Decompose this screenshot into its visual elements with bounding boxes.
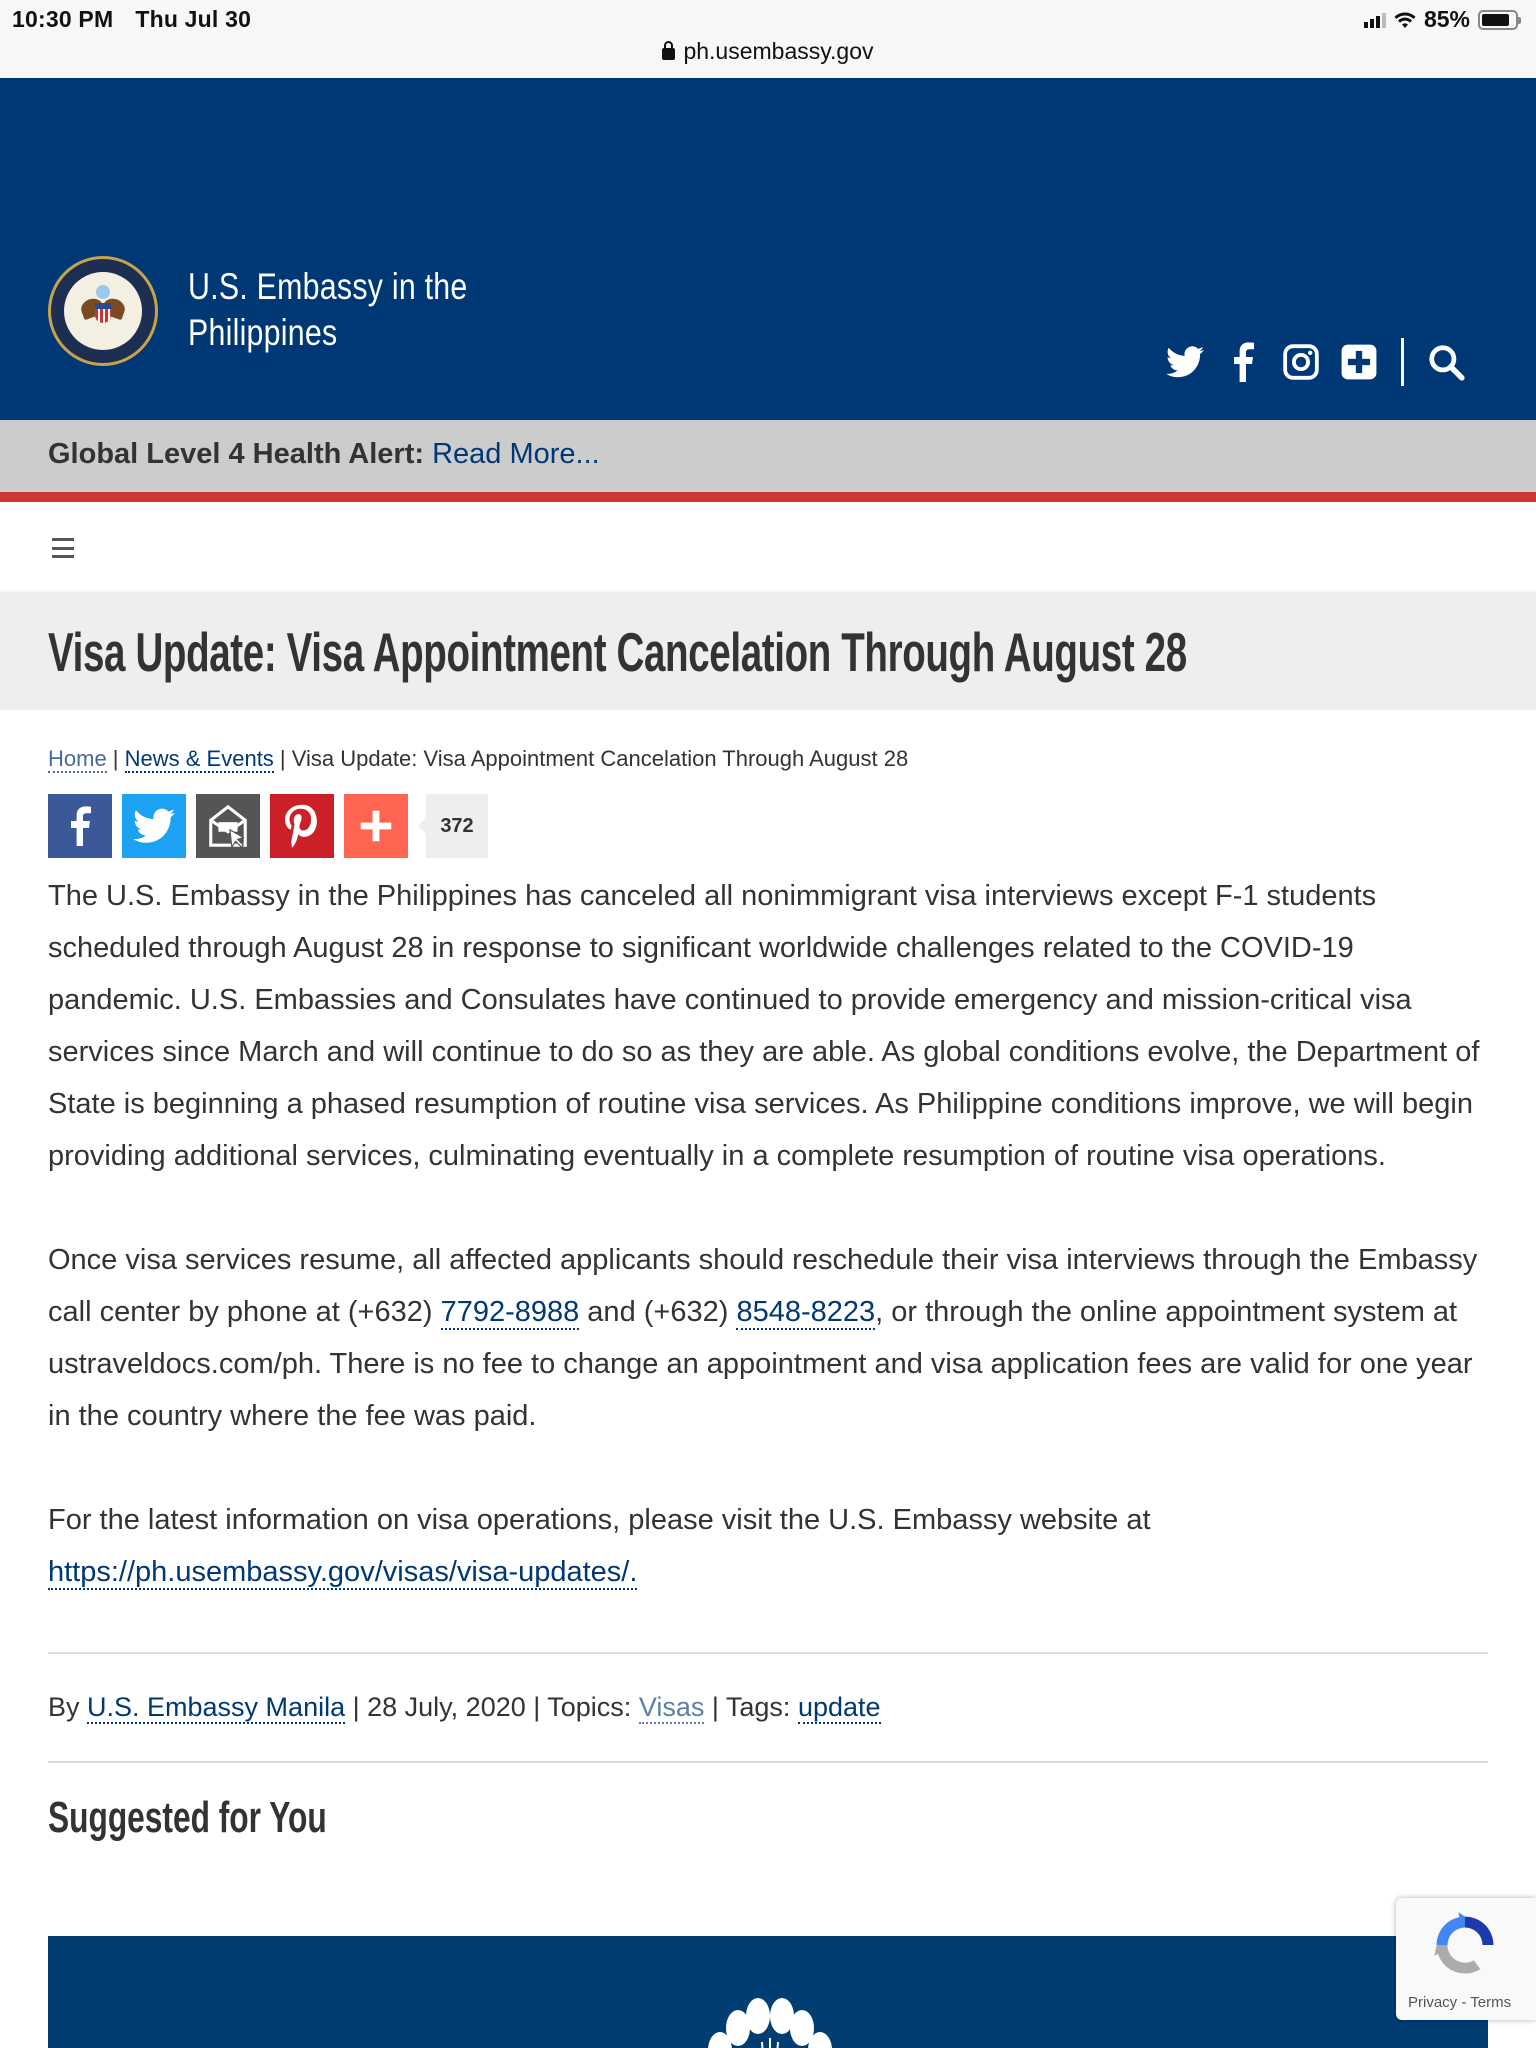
paragraph-text: and (+632) (579, 1296, 737, 1328)
share-bar (48, 794, 1488, 858)
byline-tags-label: | Tags: (704, 1692, 798, 1722)
divider (48, 1761, 1488, 1763)
pinterest-icon (285, 804, 319, 848)
paragraph-text: , or through the online appointment system at ustraveldocs.com/ph. There is no fee to change an appointment and visa application fees are valid for one year in the country where the fee was paid. (48, 1296, 1473, 1432)
phone-link-1[interactable]: 7792-8988 (440, 1296, 580, 1328)
page-title-band (0, 590, 1536, 710)
breadcrumb-news-link[interactable]: News & Events (124, 746, 274, 771)
article-paragraph-1: The U.S. Embassy in the Philippines has canceled all nonimmigrant visa interviews except F-1 students scheduled through August 28 in response to significant worldwide challenges related to the COVID-19 pandemic. U.S. Embassies and Consulates have continued to provide emergency and mission-critical visa services since March and will continue to do so as they are able. As global conditions evolve, the Department of State is beginning a phased resumption of routine visa services. As Philippine conditions improve, we will begin providing additional services, culminating eventually in a complete resumption of routine visa operations. (48, 880, 1480, 1172)
suggested-article-card[interactable] (48, 1936, 1488, 2048)
health-alert-banner (0, 420, 1536, 492)
alert-label: Global Level 4 Health Alert: (48, 438, 425, 470)
facebook-icon[interactable] (1223, 342, 1263, 382)
breadcrumb-separator: | (106, 746, 125, 771)
status-time: 10:30 PM (12, 6, 114, 32)
share-twitter-button[interactable] (122, 794, 186, 858)
article-paragraph-3 (48, 1494, 1488, 1598)
header-social-links (1165, 338, 1466, 386)
breadcrumb-current: Visa Update: Visa Appointment Cancelation Through August 28 (291, 746, 909, 771)
ios-status-bar (0, 0, 1536, 78)
signal-icon (1364, 12, 1386, 28)
article-byline (48, 1692, 1488, 1723)
nav-row (0, 502, 1536, 590)
page-title: Visa Update: Visa Appointment Cancelation Through August 28 (48, 621, 1187, 683)
tag-link[interactable]: update (797, 1692, 881, 1722)
recaptcha-badge[interactable] (1396, 1898, 1536, 2020)
department-of-state-seal-logo[interactable] (48, 256, 158, 366)
alert-read-more-link[interactable]: Read More... (432, 438, 600, 470)
article-content (0, 746, 1536, 1843)
status-indicators (1364, 6, 1518, 33)
byline-date: | 28 July, 2020 | Topics: (345, 1692, 639, 1722)
paragraph-text: For the latest information on visa operations, please visit the U.S. Embassy website at (48, 1504, 1151, 1536)
byline-by: By (48, 1692, 88, 1722)
twitter-icon (133, 808, 175, 844)
email-icon (208, 803, 248, 849)
article-paragraph-2 (48, 1234, 1488, 1442)
breadcrumb-separator: | (273, 746, 292, 771)
suggested-card-graphic (670, 1992, 870, 2048)
share-email-button[interactable] (196, 794, 260, 858)
phone-link-2[interactable]: 8548-8223 (736, 1296, 876, 1328)
url-bar[interactable] (0, 38, 1536, 65)
search-icon[interactable] (1426, 342, 1466, 382)
divider (48, 1652, 1488, 1654)
status-date: Thu Jul 30 (135, 6, 252, 32)
topic-link[interactable]: Visas (638, 1692, 705, 1722)
header-divider (1401, 338, 1404, 386)
breadcrumb (48, 746, 1488, 772)
battery-icon (1478, 10, 1518, 30)
site-title-line1: U.S. Embassy in the (188, 266, 468, 307)
share-more-button[interactable] (344, 794, 408, 858)
wifi-icon (1394, 11, 1416, 29)
site-title-line2: Philippines (188, 312, 338, 353)
status-time-date (12, 6, 251, 33)
recaptcha-privacy-terms-links[interactable]: Privacy - Terms (1408, 1994, 1512, 2011)
site-title-link[interactable] (188, 264, 468, 356)
instagram-icon[interactable] (1281, 342, 1321, 382)
alert-red-bar (0, 492, 1536, 502)
author-link[interactable]: U.S. Embassy Manila (87, 1692, 346, 1722)
share-count: 372 (426, 794, 488, 858)
share-facebook-button[interactable] (48, 794, 112, 858)
plus-icon (359, 809, 393, 843)
recaptcha-icon (1430, 1910, 1500, 1980)
share-pinterest-button[interactable] (270, 794, 334, 858)
breadcrumb-home-link[interactable]: Home (48, 746, 107, 771)
visa-updates-link[interactable]: https://ph.usembassy.gov/visas/visa-updates/. (48, 1556, 638, 1588)
twitter-icon[interactable] (1165, 342, 1205, 382)
hamburger-menu-icon[interactable] (52, 538, 74, 558)
plus-share-icon[interactable] (1339, 342, 1379, 382)
paragraph-text: Once visa services resume, all affected applicants should reschedule their visa interviews through the Embassy call center by phone at (+632) (48, 1244, 1478, 1328)
article-body (48, 870, 1488, 1598)
facebook-icon (69, 805, 91, 847)
battery-percent: 85% (1423, 6, 1470, 32)
suggested-section-title: Suggested for You (48, 1793, 327, 1842)
url-text: ph.usembassy.gov (683, 38, 874, 64)
lock-icon (662, 48, 675, 60)
